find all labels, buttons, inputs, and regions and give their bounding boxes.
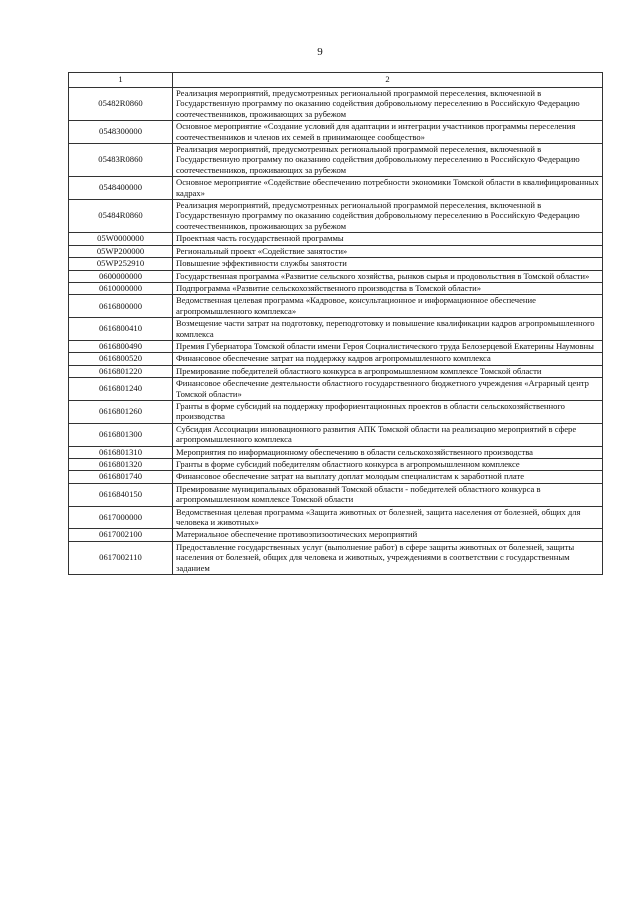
column-header-2: 2: [173, 73, 603, 88]
table-row: [69, 400, 603, 423]
program-name-cell: Государственная программа «Развитие сельского хозяйства, рынков сырья и продовольствия в Томской области»: [173, 270, 603, 282]
program-code-cell: 0616800490: [69, 340, 173, 352]
program-code-cell: 0616800000: [69, 295, 173, 318]
program-code-cell: 0610000000: [69, 282, 173, 294]
program-code-cell: 0548300000: [69, 121, 173, 144]
program-name-cell: Гранты в форме субсидий победителям областного конкурса в агропромышленном комплексе: [173, 459, 603, 471]
table-row: [69, 340, 603, 352]
program-name-cell: Финансовое обеспечение затрат на выплату доплат молодым специалистам к заработной плате: [173, 471, 603, 483]
program-name-cell: Премирование победителей областного конкурса в агропромышленном комплексе Томской области: [173, 365, 603, 377]
program-name-cell: Реализация мероприятий, предусмотренных региональной программой переселения, включенной в Государственную программу по оказанию содействия добровольному переселению в Российскую Федерацию соотечественников, проживающих за рубежом: [173, 88, 603, 121]
program-name-cell: Ведомственная целевая программа «Кадровое, консультационное и информационное обеспечение агропромышленного комплекса»: [173, 295, 603, 318]
program-code-cell: 0617000000: [69, 506, 173, 529]
program-name-cell: Предоставление государственных услуг (выполнение работ) в сфере защиты животных от болезней, защиты населения от болезней, общих для человека и животных, учреждениями в соответствии с государственным заданием: [173, 541, 603, 574]
table-row: [69, 121, 603, 144]
program-code-cell: 0616801300: [69, 423, 173, 446]
budget-classification-table: [68, 72, 603, 575]
program-code-cell: 0600000000: [69, 270, 173, 282]
table-row: [69, 471, 603, 483]
program-code-cell: 0616801240: [69, 378, 173, 401]
table-row: [69, 282, 603, 294]
program-code-cell: 0616801220: [69, 365, 173, 377]
table-row: [69, 446, 603, 458]
table-row: [69, 144, 603, 177]
program-name-cell: Ведомственная целевая программа «Защита животных от болезней, защита населения от болезней, общих для человека и животных»: [173, 506, 603, 529]
table-row: [69, 365, 603, 377]
table-row: [69, 353, 603, 365]
program-code-cell: 05482R0860: [69, 88, 173, 121]
program-name-cell: Реализация мероприятий, предусмотренных региональной программой переселения, включенной в Государственную программу по оказанию содействия добровольному переселению в Российскую Федерацию соотечественников, проживающих за рубежом: [173, 200, 603, 233]
program-code-cell: 0616801310: [69, 446, 173, 458]
table-row: [69, 177, 603, 200]
program-name-cell: Региональный проект «Содействие занятости»: [173, 245, 603, 257]
program-code-cell: 0616800410: [69, 318, 173, 341]
table-row: [69, 506, 603, 529]
program-code-cell: 0616840150: [69, 483, 173, 506]
program-name-cell: Мероприятия по информационному обеспечению в области сельскохозяйственного производства: [173, 446, 603, 458]
table-row: [69, 423, 603, 446]
program-name-cell: Повышение эффективности службы занятости: [173, 258, 603, 270]
program-code-cell: 05483R0860: [69, 144, 173, 177]
program-code-cell: 0616800520: [69, 353, 173, 365]
program-name-cell: Премия Губернатора Томской области имени Героя Социалистического труда Белозерцевой Екатерины Наумовны: [173, 340, 603, 352]
program-name-cell: Проектная часть государственной программы: [173, 233, 603, 245]
page-number: 9: [317, 46, 323, 58]
program-name-cell: Материальное обеспечение противоэпизоотических мероприятий: [173, 529, 603, 541]
program-code-cell: 0617002100: [69, 529, 173, 541]
table-row: [69, 200, 603, 233]
table-row: [69, 378, 603, 401]
table-row: [69, 483, 603, 506]
program-code-cell: 0617002110: [69, 541, 173, 574]
table-row: [69, 88, 603, 121]
table-row: [69, 318, 603, 341]
program-name-cell: Премирование муниципальных образований Томской области - победителей областного конкурса в агропромышленном комплексе Томской области: [173, 483, 603, 506]
program-name-cell: Основное мероприятие «Содействие обеспечению потребности экономики Томской области в квалифицированных кадрах»: [173, 177, 603, 200]
table-row: [69, 258, 603, 270]
table-row: [69, 233, 603, 245]
program-code-cell: 05WP200000: [69, 245, 173, 257]
program-code-cell: 05WP252910: [69, 258, 173, 270]
program-name-cell: Подпрограмма «Развитие сельскохозяйственного производства в Томской области»: [173, 282, 603, 294]
program-name-cell: Основное мероприятие «Создание условий для адаптации и интеграции участников программы переселения соотечественников и членов их семей в принимающее сообщество»: [173, 121, 603, 144]
table-row: [69, 295, 603, 318]
program-name-cell: Финансовое обеспечение затрат на поддержку кадров агропромышленного комплекса: [173, 353, 603, 365]
program-name-cell: Возмещение части затрат на подготовку, переподготовку и повышение квалификации кадров агропромышленного комплекса: [173, 318, 603, 341]
table-row: [69, 270, 603, 282]
program-code-cell: 0616801260: [69, 400, 173, 423]
program-name-cell: Субсидия Ассоциации инновационного развития АПК Томской области на реализацию мероприятий в сфере агропромышленного комплекса: [173, 423, 603, 446]
table-header-row: [69, 73, 603, 88]
program-code-cell: 0548400000: [69, 177, 173, 200]
column-header-1: 1: [69, 73, 173, 88]
program-name-cell: Реализация мероприятий, предусмотренных региональной программой переселения, включенной в Государственную программу по оказанию содействия добровольному переселению в Российскую Федерацию соотечественников, проживающих за рубежом: [173, 144, 603, 177]
table-body: [69, 88, 603, 575]
table-row: [69, 245, 603, 257]
table-row: [69, 459, 603, 471]
table-row: [69, 541, 603, 574]
program-code-cell: 05W0000000: [69, 233, 173, 245]
program-name-cell: Финансовое обеспечение деятельности областного государственного бюджетного учреждения «Аграрный центр Томской области»: [173, 378, 603, 401]
program-code-cell: 0616801320: [69, 459, 173, 471]
program-code-cell: 05484R0860: [69, 200, 173, 233]
program-name-cell: Гранты в форме субсидий на поддержку профориентационных проектов в области сельскохозяйственного производства: [173, 400, 603, 423]
program-code-cell: 0616801740: [69, 471, 173, 483]
table-row: [69, 529, 603, 541]
